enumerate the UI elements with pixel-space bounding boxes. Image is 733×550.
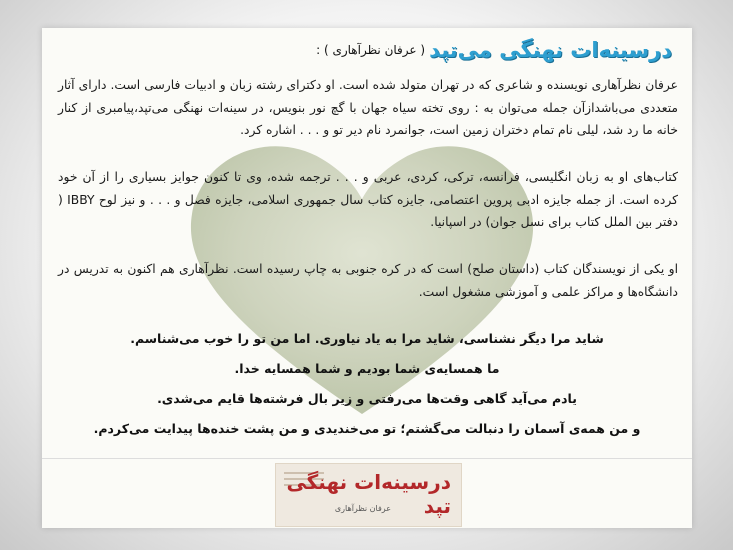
logo-author: عرفان نظرآهاری xyxy=(334,504,391,513)
author-label: ( عرفان نظرآهاری ) : xyxy=(316,43,426,57)
poem-line: و من همه‌ی آسمان را دنبالت می‌گشتم؛ تو می‌خندیدی و من پشت خنده‌ها پیدایت می‌کردم. xyxy=(93,421,641,436)
header xyxy=(316,34,672,66)
poem-line: شاید مرا دیگر نشناسی، شاید مرا به یاد نیاوری. اما من تو را خوب می‌شناسم. xyxy=(130,331,604,346)
footer xyxy=(42,458,692,528)
content-area xyxy=(42,28,692,458)
page-title: درسینه‌ات نهنگی می‌تپد xyxy=(429,38,672,62)
paragraph-2 xyxy=(58,166,678,234)
paragraph-3 xyxy=(58,258,678,303)
book-logo xyxy=(275,463,462,527)
poem xyxy=(42,324,692,444)
paragraph-text: کتاب‌های او به زبان انگلیسی، فرانسه، ترکی، کردی، عربی و . . . ترجمه شده، وی تا کنون جوایز بسیاری را از آن خود کرده است. از جمله جایزه ادبی پروین اعتصامی، جایزه کتاب سال جمهوری اسلامی، جایزه فصل و . . . و نیز لوح IBBY ( دفتر بین الملل کتاب برای نسل جوان) در اسپانیا. xyxy=(58,170,678,229)
poem-line: یادم می‌آید گاهی وقت‌ها می‌رفتی و زیر بال فرشته‌ها قایم می‌شدی. xyxy=(157,391,577,406)
poem-line: ما همسایه‌ی شما بودیم و شما همسایه خدا. xyxy=(234,361,500,376)
paragraph-1 xyxy=(58,74,678,142)
paragraph-text: او یکی از نویسندگان کتاب (داستان صلح) است که در کره جنوبی به چاپ رسیده است. نظرآهاری هم اکنون به تدریس در دانشگاه‌ها و مراکز علمی و آموزشی مشغول است. xyxy=(58,262,678,299)
slide xyxy=(42,28,692,528)
paragraph-text: عرفان نظرآهاری نویسنده و شاعری که در تهران متولد شده است. او دکترای رشته زبان و ادبیات فارسی است. دارای آثار متعددی می‌باشدازآن جمله می‌توان به : روی تخته سیاه جهان با گچ نور بنویس، در سینه‌ات نهنگی می‌تپد،پیامبری از کنار خانه ما رد شد، لیلی نام تمام دختران زمین است، جوانمرد نام دیر تو و . . . اشاره کرد. xyxy=(58,78,678,137)
logo-title: درسینه‌ات نهنگی تپد xyxy=(286,470,451,518)
